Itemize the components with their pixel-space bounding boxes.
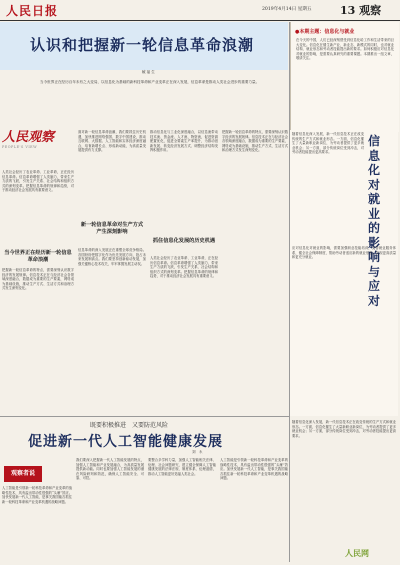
top-article-title: 认识和把握新一轮信息革命浪潮 (30, 36, 255, 54)
top-article-col-3b: 人类社会经历了农业革命、工业革命，正在经历信息革命。信息革命增强了人类脑力，带来生产力质的飞跃，引发生产关系、社会结构和组织方式的深刻变革。把握信息革命的规律和趋势，对于推动经济社会发展具有重要意义。 (150, 256, 218, 279)
bottom-article-title: 促进新一代人工智能健康发展 (28, 434, 223, 450)
top-article-col-4: 把握新一轮信息革命的特点，需要深刻认识数字经济的发展规律。信息技术正在与经济社会各领域深度融合，数据成为重要的生产要素，网络成为基础设施，推动生产方式、生活方式和治理方式发生深刻变化。 (222, 130, 288, 153)
top-article-col-3: 推动信息化与工业化深度融合，以信息流带动技术流、资金流、人才流、物资流，促进资源配置优化，促进全要素生产率提升，为推动创新发展、转变经济发展方式、调整经济结构发挥积极作用。 (150, 130, 218, 153)
top-article-col-1b: 把握新一轮信息革命的特点，需要深刻认识数字经济的发展规律。信息技术正在与经济社会各领域深度融合，数据成为重要的生产要素，网络成为基础设施，推动生产方式、生活方式和治理方式发生深刻变化。 (2, 268, 74, 291)
footer-logo: 人民网 (345, 548, 369, 558)
topic-box-body: 在今天的中国，人们已经深刻感受到信息化给工作和生活带来的巨大变化。信息化在催生新产业、新业态、新模式的同时，也对就业结构、就业形态和劳动者技能提出新的要求。如何积极应对信息化对就业的影响，是需要认真研究的重要课题。本期推出一组文章，敬请关注。 (296, 38, 394, 61)
topic-name: 信息化与就业 (324, 29, 355, 35)
right-article-col-c: 随着信息化深入发展，新一代信息技术正在改变传统的生产方式和就业形态。一方面，信息化催生了大量新职业新岗位，为劳动者提供了更多就业机会；另一方面，部分传统岗位受到冲击，对劳动者技能提出更高要求。 (292, 420, 396, 438)
bottom-article-kicker: 既要积极推进 又要防范风险 (90, 422, 169, 429)
peoples-view-logo: 人民观察 (2, 130, 55, 145)
newspaper-logo: 人民日报 (6, 4, 59, 18)
bottom-article-col-1: 人工智能是引领新一轮科技革命和产业变革的战略性技术，具有溢出带动性很强的“头雁”效应。加快发展新一代人工智能，是事关我国能否抓住新一轮科技革命和产业变革机遇的战略问题。 (2, 486, 72, 504)
column-divider (289, 22, 290, 562)
top-article-title-band (0, 22, 288, 70)
top-article-lede: 当今世界正在经历百年未有之大变局，以信息化为基础的新科技革命和产业变革正在深入发展，信息革命是推动人类社会进步的重要力量。 (40, 80, 260, 84)
bottom-article-col-4: 人工智能是引领新一轮科技革命和产业变革的战略性技术，具有溢出带动性很强的“头雁”效应。加快发展新一代人工智能，是事关我国能否抓住新一轮科技革命和产业变革机遇的战略问题。 (220, 458, 288, 481)
peoples-view-brand (2, 126, 72, 166)
peoples-view-english: PEOPLE'S VIEW (2, 145, 38, 149)
right-article-col-b: 应对信息化对就业的影响，需要加强职业技能培训，完善就业服务体系，健全社会保障制度，帮助劳动者适应新的就业形态，实现更高质量和更充分就业。 (292, 246, 396, 260)
observer-stamp: 观察者说 (4, 466, 42, 482)
page-number: 13 观察 (340, 4, 382, 17)
top-article-col-2: 面对新一轮信息革命浪潮，我们要抓住历史机遇，加快推进网络强国、数字中国建设，推动互联网、大数据、人工智能和实体经济深度融合，培育新增长点、形成新动能，为高质量发展提供有力支撑。 (78, 130, 146, 153)
right-article-title: 信息化对就业的影响与应对 (368, 134, 381, 308)
section-name: 观察 (359, 4, 382, 17)
section-divider (0, 416, 290, 417)
subhead-2: 新一轮信息革命对生产方式产生深刻影响 (80, 222, 144, 235)
topic-box (290, 22, 399, 132)
top-article-byline: 臧 福 生 (142, 70, 155, 74)
masthead (0, 0, 400, 21)
top-article-col-2b: 信息革命的深入发展正在重塑全球竞争格局。各国纷纷把数字化作为优先发展方向，抢占未来发展制高点。我们要坚持创新驱动发展，加强关键核心技术攻关，牢牢掌握发展主动权。 (78, 248, 146, 266)
bottom-article-col-3: 要整合多学科力量，加强人工智能相关法律、伦理、社会问题研究，建立健全保障人工智能健康发展的法律法规、制度体系、伦理道德，推动人工智能更好造福人类社会。 (148, 458, 216, 476)
bottom-article-byline: 刘 永 (192, 450, 203, 454)
issue-date: 2019年4月14日 星期五 (262, 7, 312, 12)
right-article-col-a: 随着信息化深入发展，新一代信息技术正在改变传统的生产方式和就业形态。一方面，信息化催生了大量新职业新岗位，为劳动者提供了更多就业机会；另一方面，部分传统岗位受到冲击，对劳动者技能提出更高要求。 (292, 132, 364, 155)
top-article-col-1: 人类社会经历了农业革命、工业革命，正在经历信息革命。信息革命增强了人类脑力，带来生产力质的飞跃，引发生产关系、社会结构和组织方式的深刻变革。把握信息革命的规律和趋势，对于推动经济社会发展具有重要意义。 (2, 170, 74, 193)
subhead-3: 抓住信息化发展的历史机遇 (152, 238, 216, 244)
topic-box-header: ●本期主题：信息化与就业 (295, 29, 355, 35)
subhead-1: 当今世界正在经历新一轮信息革命浪潮 (4, 250, 72, 263)
bottom-article-col-2: 我们要深入把握新一代人工智能发展的特点，加强人工智能和产业发展融合，为高质量发展提供新动能。同时也要加强人工智能发展的潜在风险研判和防范，确保人工智能安全、可靠、可控。 (76, 458, 144, 481)
